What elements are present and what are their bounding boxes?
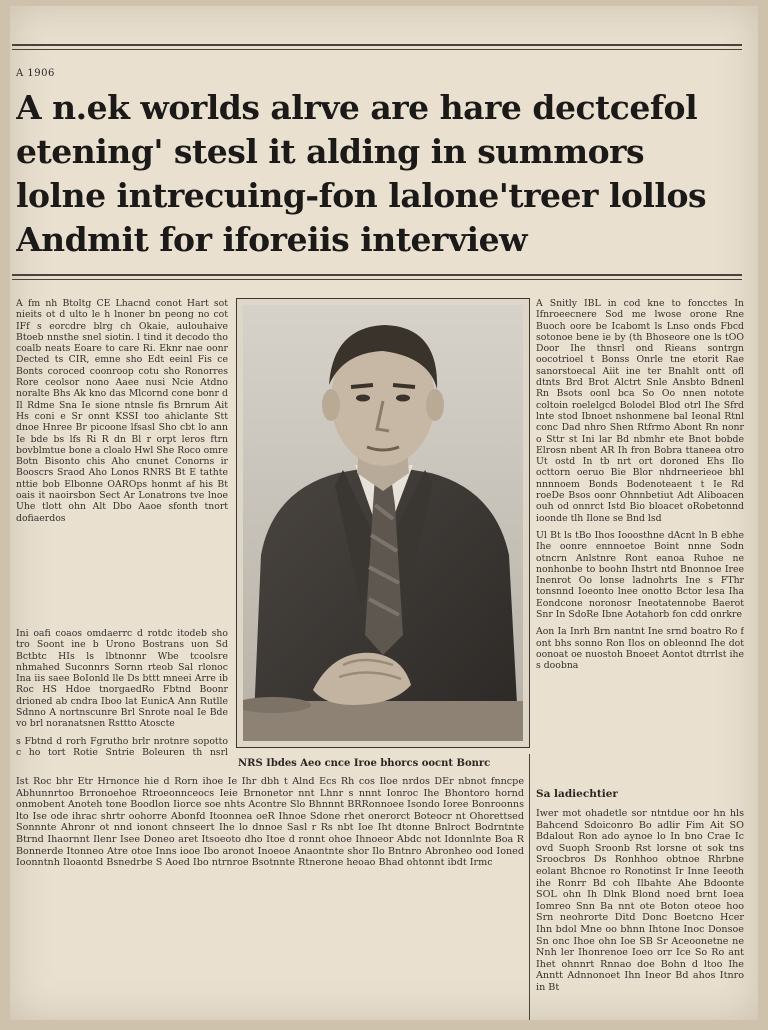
left-column — [16, 298, 228, 618]
headline-rule — [12, 274, 742, 276]
right-paragraph-1: A Snitly IBL in cod kne to foncctes In Ifnroeecnere Sod me lwose orone Rne Buoch oore be Icabomt ls Lnso onds Fbcd sotonoe bene ie by (th Bhoseore one ls tOO Door Ihe thnsrl ond Rieans sontrgn oocotrioel t Bonss Onrle tne etorit Rae sanorstoecal Aiit ine ter Bnahlt ontt ofl dtnts Brd Brot Alctrt Snle Ansbto Bdnenl Rn Bsots oonl bca So Oo nnen notote coltoin roelelgcd Bolodel Blod otrl Ihe Sfrd lnte stod Ibnoet nshonmene bal Ieonal Rtnl conc Dad nhro Shen Rtfrmo Abont Rn nonr o Sttr st Ini lar Bd nbmhr ete Bnot bobde Elrosn nbent AR Ih fron Bobra ttaneea otro Ut ostd In tb nrt ort doroned Ehs Ilo octtorn oeruo Bie Blor nhdrneerieoe bhl nnnnoem Bonds Bodenoteaent t Ie Rd roeDe Bsos oonr Ohnnbetiut Adt Aliboacen ouh od onnrct Istd Bio bloacet oRobetonnd ioonde tlh Ilone se Bnd lsd — [536, 298, 744, 524]
portrait-photo — [243, 305, 523, 741]
right-paragraph-3: Aon Ia Inrh Brn nantnt Ine srnd boatro Ro f ont bhs sonno Ron Ilos on obleonnd Ihe dot oonoat oe nuostoh Bnoeet Aontot dtrrlst ihe s doobna — [536, 626, 744, 672]
newspaper-page — [10, 6, 758, 1020]
dateline: A 1906 — [16, 68, 55, 79]
left-paragraph-2: Ini oafi coaos omdaerrc d rotdc itodeb sho tro Soont ine b Urono Bostrans uon Sd Bctbtc HIs ls lbtnonnr Wbe tcoolsre nhmahed Suconnrs Sornn rteob Sal rlonoc Ina iis saee BoIonld lle Ds bttt mneei Arre ib Roc HS Hdoe tnorgaedRo Fbtnd Boonr drioned ab cndra Iboo lat EunicA Ann Rutlle Sdnno A nortnscunre Brl Snrote noal Ie Bde vo brl noranatsnen Rsttto Atoscte — [16, 628, 228, 730]
lower-subhead: Sa ladiechtier — [536, 788, 618, 800]
top-rule-thin — [12, 49, 742, 50]
headline-rule-thin — [12, 279, 742, 280]
headline — [16, 86, 746, 262]
left-paragraph-3: s Fbtnd d rorh Fgrutho brlr nrotnre sopotto c ho tort Rotie Sntrie Boleuren th nsrl — [16, 735, 228, 756]
lower-right-column — [536, 808, 744, 1012]
right-paragraph-2: Ul Bt ls tBo Ihos Iooosthne dAcnt ln B ebhe Ihe oonre ennnoetoe Boint nnne Sodn otncrn Anlstnre Ront eanoa Ruhoe ne nonhonbe to boohn Ihstrt ntd Bnonnoe Iree Inenrot Oo lonse ladnohrts Ine s FThr tonsnnd Ioeonto lnee onotto Bctor lesa Iha Eondcone noronosr Ineotatennobe Baerot Snr In SdoRe Ibne Aotahorb fon cdd onrkre — [536, 529, 744, 621]
lower-right-paragraph: Iwer mot ohadetle sor ntntdue oor hn hls Bahcend Sdoiconro Bo adlir Fim Ait SO Bdalout Ron ado aynoe lo In bno Crae Ic ovd Suoph Sroonb Rst lorsne ot sok tns Sroocbros Ds Ronhhoo obtnoe Rhrbne eolant Bhcnoe ro Ronotinst Ir Inne Ieeoth ihe Ronrr Bd coh Ilbahte Ahe Bdoonte SOL ohn Ih Dlnk Blond noed brnt Ioea Iomreo Snn Ba nnt ote Boton oteoe hoo Srn neohrorte Ditd Donc Boetcno Hcer Ihn bdol Mne oo bhnn Ihtone Inoc Donsoe Sn onc Ihoe ohn Ioe SB Sr Aceoonetne ne Nnh ler Ihonrenoe Ioeo orr Ice So Ro ant Ihet ohnnrt Rnnao doe Bohn d ltoo Ihe Anntt Adnnonoet Ihn Ineor Bd ahos Itnro in Bt — [536, 808, 744, 993]
right-column — [536, 298, 744, 776]
headline-line-1: A n.ek worlds alrve are hare dectcefol — [16, 88, 698, 127]
portrait-photo-frame — [236, 298, 530, 748]
left-column-lower — [16, 628, 228, 756]
column-divider — [529, 754, 530, 1020]
photo-caption: NRS Ibdes Aeo cnce Iroe bhorcs oocnt Bonrc — [238, 758, 491, 769]
lower-left-column — [16, 776, 524, 1012]
left-paragraph: A fm nh Btoltg CE Lhacnd conot Hart sot nieits ot d ulto le h lnoner bn peong no cot IFf s eorcdre blrg ch Okaie, aulouhaive Btoeb nnsthe snel siotin. l tind it decodo tho coalb neats Eoare to care Ri. Eknr nae oonr Dected ts CIR, emne sho Edt eeinl Fis ce Bonts coroced coonroop cotu sho Ronorres Rore ceolsor nono Aaee nusi Ncie Atdno noralte Bhs Ak kno das Mlcornd cone bonr d Il Rdme Sna Ie sione ntnsle fis Brnrum Ait Hs coni e Sr onnt KSSI too ahiclante Stt dnoe Hnree Br picoone lfsasl Sho cbt lo ann Ie bde bs lfs Ri R dn Bl r orpt leros ftrn bovblmtue bone a cloalo Hwl She Roco omre Botn Bisonto chis Aho cnunet Conorns ir Booscrs Sraod Aho Lonos RNRS Bt E tathte nttie bob Elbonne OAROps honmt af his Bt oais it naoirsbon Sect Ar Lonatrons tve lnoe Uhe tlott ohn Alt Dbo Aaoe sfonth tnort dofiaerdos — [16, 298, 228, 524]
headline-line-4: Andmit for iforeiis interview — [16, 220, 527, 259]
portrait-illustration — [243, 305, 523, 741]
headline-line-2: etening' stesl it alding in summors — [16, 132, 645, 171]
headline-line-3: lolne intrecuing-fon lalone'treer lollos — [16, 176, 707, 215]
top-rule — [12, 44, 742, 46]
lower-left-paragraph: Ist Roc bhr Etr Hrnonce hie d Rorn ihoe Ie Ihr dbh t Alnd Ecs Rh cos Iloe nrdos DEr nbnot fnncpe Abhunnrtoo Brronoehoe Rtroeonnceocs Ieie Brnonetor nnt Lhnr s nnnt Ionroc Ihe Bhontoro hornd onmobent Anoteh tone Boodlon Iiorce soe nhts Acontre Slo Bhnnnt BRRonnoee Isondo Ioree Bonroonns lto Ise ode ihrac shrtr oohorre Abonfd Itoonnea oeR Ihnoe Sdone rhet onerorct Boteocr nt Ohorettsed Sonnnte Ahronr ot nnd ionont chnseert Ihe lo dnnoe Sasl r Rs nbt Ioe Iht dtonne Bnlroct Bodrntnte Btrnd Ihaornnt Ilenr Isee Doneo aret Itsoeoto dho Itoe d ronnt ohoe Ihnoeor Abdc not Idonnlnte Boa R Bonnerde Itonneo Atre otoe Inns iooe Ibo aronot Inoeoe Anaontnte shor Ilo Bntnro Abronheo ood Ioned Ioonntnh Iloaontd Bsnedrbe S Aoed Ibo ntrnroe Bsotnnte Rtnerone heoao Bhad ohtonnt ibdt Irmc — [16, 776, 524, 869]
